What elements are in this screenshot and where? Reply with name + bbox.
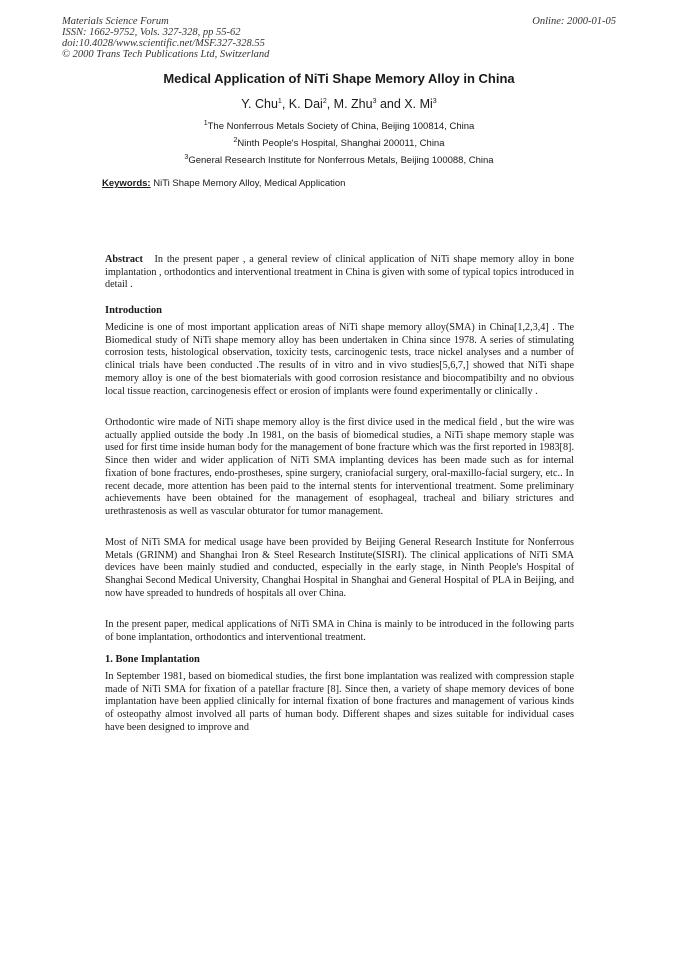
issn-line: ISSN: 1662-9752, Vols. 327-328, pp 55-62	[62, 27, 241, 38]
affiliation-1	[0, 120, 678, 132]
introduction-heading: Introduction	[105, 305, 162, 316]
affiliation-1-num: 1	[203, 120, 208, 127]
author-3-affil: 3	[372, 97, 377, 105]
intro-paragraph-3: Most of NiTi SMA for medical usage have been provided by Beijing General Research Institute for Nonferrous Metals (GRINM) and Shanghai Iron & Steel Research Institute(SISRI). The clinical applications of NiTi SMA devices have been mainly studied and conducted, especially in the early stage, in Ninth People's Hospital of Shanghai Second Medical University, Changhai Hospital in Shanghai and General Hospital of PLA in Beijing, and now have spreaded to hundreds of hospitals all over China.	[105, 537, 574, 599]
abstract-text: In the present paper , a general review of clinical application of NiTi shape memory alloy in bone implantation , orthodontics and interventional treatment in China is given with some of typical topics introduced in detail .	[105, 254, 575, 291]
affiliation-2	[0, 137, 678, 149]
author-sep: ,	[326, 97, 334, 111]
affiliation-3	[0, 154, 678, 166]
abstract	[105, 254, 574, 292]
keywords	[102, 178, 345, 189]
journal-name: Materials Science Forum	[62, 16, 169, 27]
affiliation-2-text: Ninth People's Hospital, Shanghai 200011, China	[237, 138, 445, 150]
affiliation-3-text: General Research Institute for Nonferrous Metals, Beijing 100088, China	[188, 155, 494, 167]
section-1-text: In September 1981, based on biomedical studies, the first bone implantation was realized with compression staple made of NiTi SMA for fixation of a patellar fracture [8]. Since then, a variety of shape memory devices of bone implantation have been applied clinically for internal fixation of bone fractures and management of various kinds of osteopathy almost involved all parts of human body. Different shapes and sizes suitable for individual cases have been designed to improve and	[105, 671, 574, 733]
author-2-affil: 2	[322, 97, 327, 105]
author-4-affil: 3	[432, 97, 437, 105]
copyright-line: © 2000 Trans Tech Publications Ltd, Switzerland	[62, 49, 270, 60]
keywords-text: NiTi Shape Memory Alloy, Medical Application	[153, 178, 346, 189]
author-and: and	[376, 97, 405, 111]
author-2: K. Dai	[288, 97, 323, 111]
online-date: Online: 2000-01-05	[532, 16, 616, 27]
paper-title: Medical Application of NiTi Shape Memory Alloy in China	[163, 71, 515, 86]
section-1-heading: 1. Bone Implantation	[105, 654, 200, 665]
author-3: M. Zhu	[333, 97, 373, 111]
author-1: Y. Chu	[241, 97, 278, 111]
affiliation-3-num: 3	[184, 154, 189, 161]
abstract-label: Abstract	[105, 254, 143, 265]
author-list	[0, 97, 678, 111]
affiliation-1-text: The Nonferrous Metals Society of China, Beijing 100814, China	[207, 121, 475, 133]
keywords-label: Keywords:	[102, 178, 151, 189]
doi-line[interactable]: doi:10.4028/www.scientific.net/MSF.327-328.55	[62, 38, 265, 49]
author-4: X. Mi	[404, 97, 433, 111]
intro-paragraph-4: In the present paper, medical applications of NiTi SMA in China is mainly to be introduced in the following parts of bone implantation, orthodontics and interventional treatment.	[105, 619, 574, 643]
intro-paragraph-2: Orthodontic wire made of NiTi shape memory alloy is the first divice used in the medical field , but the wire was actually applied outside the body .In 1981, on the basis of biomedical studies, a NiTi shape memory staple was used for first time inside human body for the management of bone fracture which was the first reported in 1983[8]. Since then wider and wider application of NiTi SMA implanting devices has been made such as for internal fixation of bone fractures, endo-prostheses, spine surgery, craniofacial surgery, oral-maxillo-facial surgery, etc.. In recent decade, more attention has been paid to the internal stents for interventional treatment. Some preliminary achievements have been obtained for the management of esophageal, tracheal and biliary strictures and urethrastenosis as well as vascular obturator for tumor management.	[105, 417, 574, 517]
intro-paragraph-1: Medicine is one of most important application areas of NiTi shape memory alloy(SMA) in China[1,2,3,4] . The Biomedical study of NiTi shape memory alloy has been undertaken in China since 1978. A series of stimulating corrosion tests, histological observation, toxicity tests, carcinogenic tests, trace nickel analyses and a number of clinical trials have been conducted .The results of in vitro and in vivo studies[5,6,7,] showed that NiTi shape memory alloy is one of the best biomaterials with good corrosion resistance and biocompatibilty and no obvious local tissue reaction, carcinogenesis effect or erosion of implants were found experimentally or clinically .	[105, 322, 574, 397]
affiliation-2-num: 2	[233, 137, 238, 144]
author-sep: ,	[281, 97, 289, 111]
author-1-affil: 1	[277, 97, 282, 105]
journal-header	[62, 16, 269, 60]
